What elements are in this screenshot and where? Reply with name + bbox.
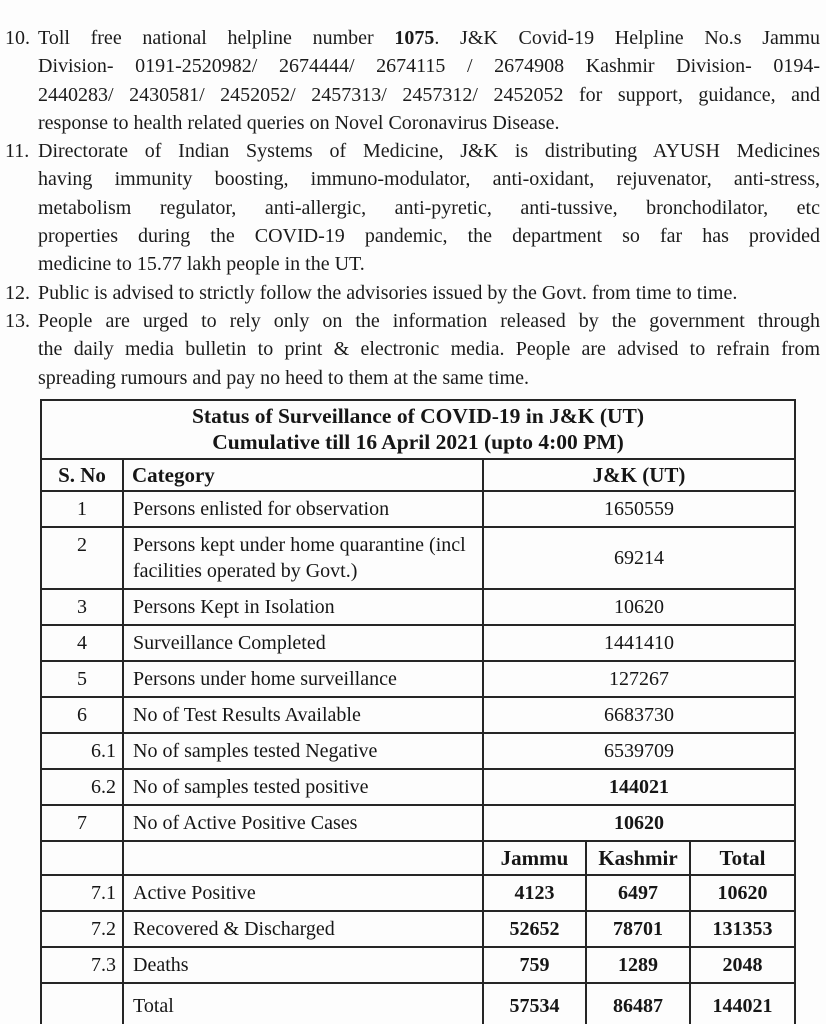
category-cell: No of Test Results Available <box>123 697 483 733</box>
item-text-line: spreading rumours and pay no heed to them at the same time. <box>38 366 529 389</box>
item-text-line <box>38 24 820 52</box>
item-text-line: Public is advised to strictly follow the advisories issued by the Govt. from time to time. <box>38 281 738 304</box>
header-jk-ut: J&K (UT) <box>483 459 795 491</box>
value-cell: 127267 <box>483 661 795 697</box>
category-cell: Recovered & Discharged <box>123 911 483 947</box>
sno-cell: 7.1 <box>41 875 123 911</box>
total-cell: 10620 <box>690 875 795 911</box>
kashmir-cell: 1289 <box>586 947 690 983</box>
value-cell: 1441410 <box>483 625 795 661</box>
kashmir-cell: 86487 <box>586 983 690 1024</box>
item-number: 12. <box>5 281 30 304</box>
table-total-row <box>41 983 795 1024</box>
item-number: 13. <box>5 309 30 332</box>
total-cell: 131353 <box>690 911 795 947</box>
sno-cell: 7.2 <box>41 911 123 947</box>
category-cell: Surveillance Completed <box>123 625 483 661</box>
category-cell: Persons enlisted for observation <box>123 491 483 527</box>
value-cell: 1650559 <box>483 491 795 527</box>
item-text-line: 2440283/ 2430581/ 2452052/ 2457313/ 2457312/ 2452052 for support, guidance, and <box>38 83 820 106</box>
sno-cell: 3 <box>41 589 123 625</box>
table-header-row <box>41 459 795 491</box>
jammu-cell: 4123 <box>483 875 586 911</box>
item-text: Toll free national helpline number <box>38 27 395 49</box>
list-item-12 <box>5 279 820 307</box>
sno-cell: 1 <box>41 491 123 527</box>
value-cell: 6683730 <box>483 697 795 733</box>
header-sno: S. No <box>41 459 123 491</box>
item-number: 11. <box>5 140 30 163</box>
category-cell: Persons under home surveillance <box>123 661 483 697</box>
item-text-line: the daily media bulletin to print & electronic media. People are advised to refrain from <box>38 338 820 361</box>
category-cell: Persons Kept in Isolation <box>123 589 483 625</box>
jammu-cell: 57534 <box>483 983 586 1024</box>
item-text-line: Directorate of Indian Systems of Medicine, J&K is distributing AYUSH Medicines <box>38 140 820 163</box>
total-cell: 2048 <box>690 947 795 983</box>
item-text-line: medicine to 15.77 lakh people in the UT. <box>38 253 365 276</box>
region-header-row <box>41 841 795 875</box>
category-cell: Deaths <box>123 947 483 983</box>
sno-cell: 7.3 <box>41 947 123 983</box>
value-cell: 69214 <box>483 527 795 589</box>
category-cell: Persons kept under home quarantine (incl facilities operated by Govt.) <box>123 527 483 589</box>
table-title-row <box>41 400 795 459</box>
table-title-line1: Status of Surveillance of COVID-19 in J&K (UT) <box>191 403 645 428</box>
sno-cell: 6.1 <box>41 733 123 769</box>
header-kashmir: Kashmir <box>586 841 690 875</box>
sno-cell: 6.2 <box>41 769 123 805</box>
item-text-line: response to health related queries on Novel Coronavirus Disease. <box>38 111 560 134</box>
item-text: . J&K Covid-19 Helpline No.s Jammu <box>434 27 820 49</box>
item-text-line: metabolism regulator, anti-allergic, anti-pyretic, anti-tussive, bronchodilator, etc <box>38 196 820 219</box>
table-row <box>41 697 795 733</box>
total-cell: 144021 <box>690 983 795 1024</box>
sno-cell <box>41 841 123 875</box>
table-row <box>41 769 795 805</box>
category-cell: No of samples tested Negative <box>123 733 483 769</box>
advisory-list <box>5 24 820 392</box>
sno-cell: 5 <box>41 661 123 697</box>
value-cell: 6539709 <box>483 733 795 769</box>
table-title-line2: Cumulative till 16 April 2021 (upto 4:00 PM) <box>212 429 624 454</box>
value-cell: 144021 <box>483 769 795 805</box>
category-cell: No of samples tested positive <box>123 769 483 805</box>
item-text-line: Division- 0191-2520982/ 2674444/ 2674115 / 2674908 Kashmir Division- 0194- <box>38 55 820 78</box>
item-text-line: properties during the COVID-19 pandemic, the department so far has provided <box>38 225 820 248</box>
item-text-line: People are urged to rely only on the information released by the government through <box>38 309 820 332</box>
surveillance-table <box>40 399 796 1024</box>
category-cell: No of Active Positive Cases <box>123 805 483 841</box>
category-cell: Total <box>123 983 483 1024</box>
table-row <box>41 805 795 841</box>
table-row <box>41 733 795 769</box>
header-category: Category <box>123 459 483 491</box>
sno-cell: 4 <box>41 625 123 661</box>
item-number: 10. <box>5 27 30 49</box>
table-row <box>41 589 795 625</box>
table-row <box>41 491 795 527</box>
jammu-cell: 759 <box>483 947 586 983</box>
jammu-cell: 52652 <box>483 911 586 947</box>
table-row <box>41 911 795 947</box>
category-cell: Active Positive <box>123 875 483 911</box>
table-row <box>41 527 795 589</box>
sno-cell: 6 <box>41 697 123 733</box>
kashmir-cell: 78701 <box>586 911 690 947</box>
list-item-10 <box>5 24 820 137</box>
header-total: Total <box>690 841 795 875</box>
table-title <box>41 400 795 459</box>
header-jammu: Jammu <box>483 841 586 875</box>
value-cell: 10620 <box>483 589 795 625</box>
kashmir-cell: 6497 <box>586 875 690 911</box>
category-cell <box>123 841 483 875</box>
sno-cell: 7 <box>41 805 123 841</box>
list-item-11 <box>5 137 820 278</box>
sno-cell: 2 <box>41 527 123 589</box>
table-row <box>41 875 795 911</box>
table-row <box>41 661 795 697</box>
sno-cell <box>41 983 123 1024</box>
list-item-13 <box>5 307 820 392</box>
table-row <box>41 947 795 983</box>
table-row <box>41 625 795 661</box>
helpline-number: 1075 <box>394 27 435 49</box>
value-cell: 10620 <box>483 805 795 841</box>
item-text-line: having immunity boosting, immuno-modulator, anti-oxidant, rejuvenator, anti-stress, <box>38 168 820 191</box>
